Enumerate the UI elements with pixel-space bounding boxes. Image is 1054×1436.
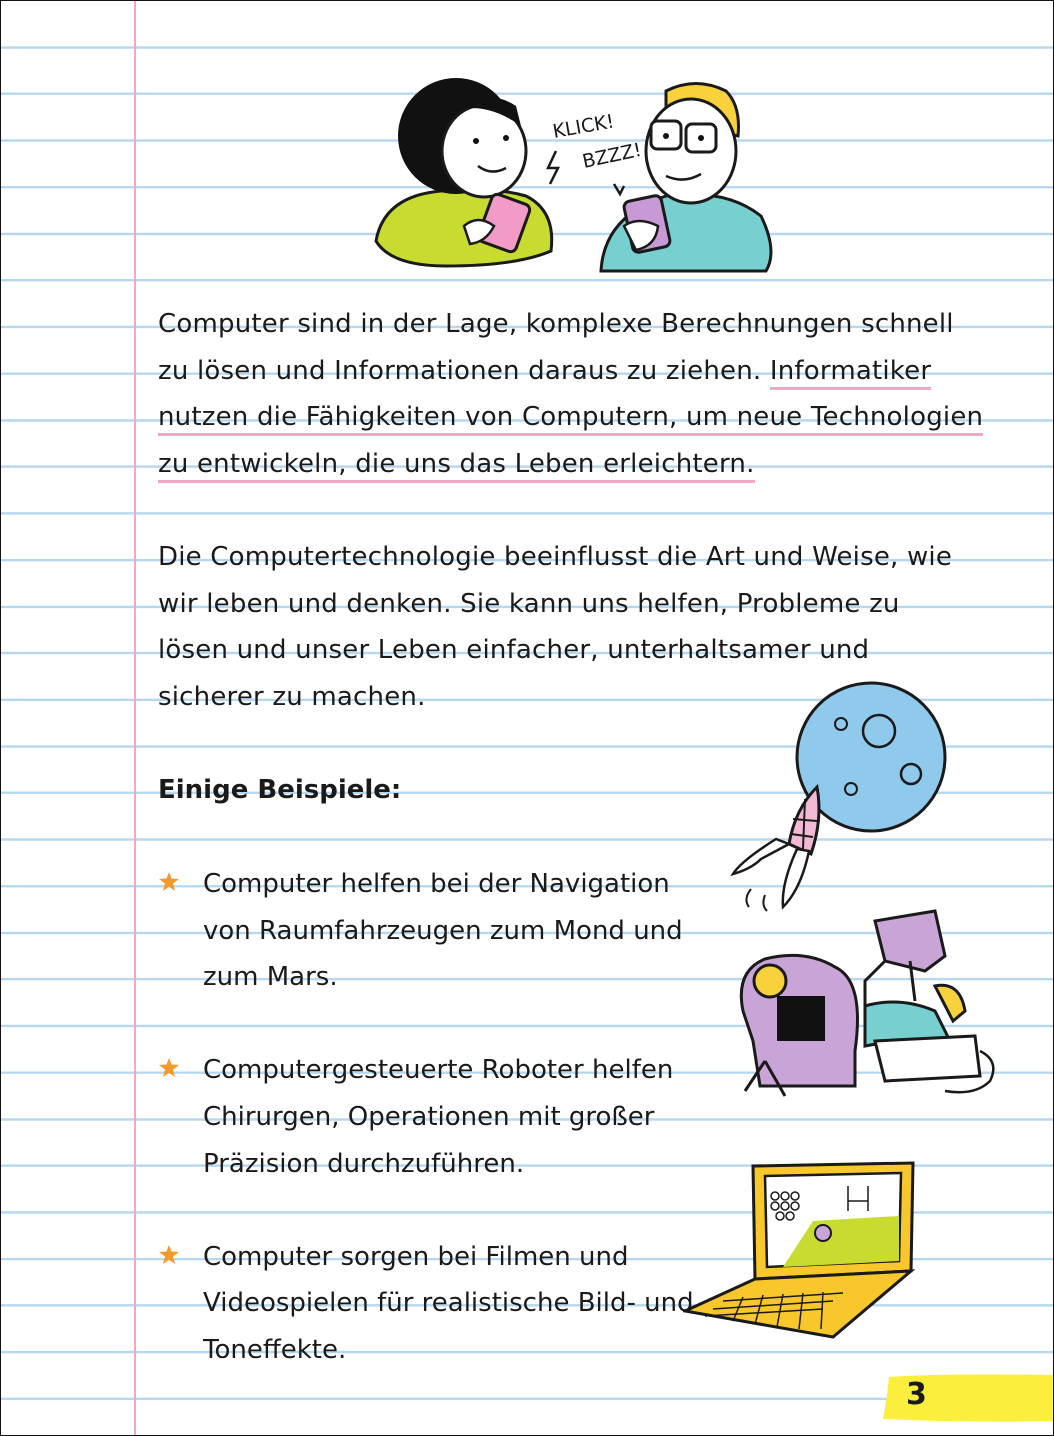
surgery-robot-illustration — [725, 901, 1005, 1116]
technology-paragraph: Die Computertechnologie beeinflusst die Art und Weise, wie wir leben und denken. Sie kann uns helfen, Probleme zu lösen und unser Leben einfacher, unterhaltsamer und sicherer zu machen. — [158, 542, 953, 712]
rocket-moon-illustration — [721, 679, 951, 919]
star-bullet-icon — [158, 1057, 180, 1079]
highlighted-text-3: zu entwickeln, die uns das Leben erleichtern. — [158, 449, 755, 483]
margin-line — [134, 1, 136, 1435]
highlighted-text-2: nutzen die Fähigkeiten von Computern, um neue Technologien — [158, 402, 983, 436]
list-item — [158, 1234, 698, 1420]
star-bullet-icon — [158, 1244, 180, 1266]
examples-list — [158, 861, 698, 1420]
example-text-navigation: Computer helfen bei der Navigation von Raumfahrzeugen zum Mond und zum Mars. — [203, 869, 683, 993]
list-item — [158, 1047, 698, 1233]
page-number: 3 — [906, 1377, 927, 1412]
intro-text: Computer sind in der Lage, komplexe Berechnungen schnell zu lösen und Informationen daraus zu ziehen. — [158, 309, 954, 386]
example-text-robots: Computergesteuerte Roboter helfen Chirurgen, Operationen mit großer Präzision durchzuführen. — [203, 1055, 674, 1179]
sound-effect-buzz: BZZZ! — [580, 138, 644, 173]
examples-heading: Einige Beispiele: — [158, 775, 402, 805]
intro-paragraph — [158, 301, 988, 487]
sound-effect-click: KLICK! — [551, 110, 616, 143]
kids-with-phones-illustration — [366, 76, 786, 286]
example-text-effects: Computer sorgen bei Filmen und Videospielen für realistische Bild- und Toneffekte. — [203, 1241, 694, 1365]
laptop-videogame-illustration — [683, 1161, 923, 1341]
star-bullet-icon — [158, 871, 180, 893]
list-item — [158, 861, 698, 1047]
highlighted-text-1: Informatiker — [770, 356, 931, 390]
